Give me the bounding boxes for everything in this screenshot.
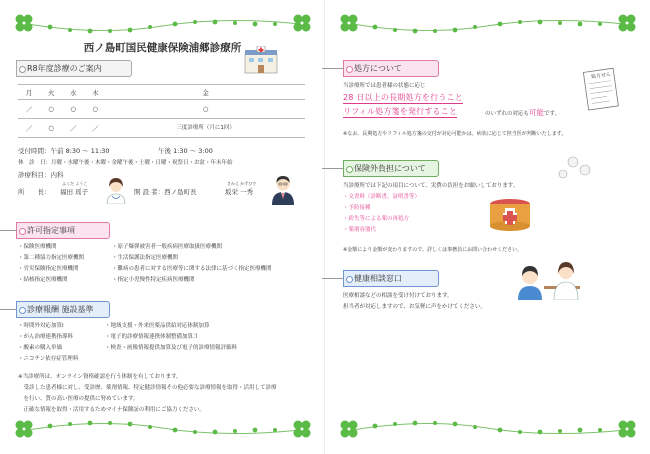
fee-item: ・時間外対応加算Ⅰ [18,323,64,329]
schedule-cell: ○ [40,119,62,138]
director-label: 所 長： [18,188,51,196]
schedule-header-row [18,85,305,100]
day-fri: 金 [106,85,305,100]
fee-item: ・酸素の購入単価 [18,345,63,351]
permit-item: ・労災保険指定医療機関 [18,266,79,272]
schedule-cell: ／ [62,119,84,138]
hours-pm: 午後 1:30 ～ 3:00 [158,147,213,155]
permit-item: ・原子爆弾被害者一般疾病医療取扱医療機関 [112,244,223,250]
right-page [325,0,650,454]
permit-item: ・生活保護法指定医療機関 [112,255,179,261]
rx-tail-emphasis: 可能 [529,108,545,117]
note-line: を行い、質の高い医療の提供に努めています。 [18,396,139,402]
cost-item: ・薬剤容器代 [343,227,377,233]
rx-heading: 処方について [343,60,439,77]
rx-highlight-2: リフィル処方箋を発行すること [343,107,458,116]
rx-tail-suffix: です。 [544,111,561,117]
rx-tail [485,108,560,119]
schedule-cell: ○ [40,100,62,119]
prescription-pad-label: 処方せん [590,71,612,81]
permit-item: ・指定小児慢性特定疾病医療機関 [112,277,195,283]
schedule-cell: ○ [62,100,84,119]
schedule-cell: ／ [84,119,106,138]
note-line: ※当診療所は、オンライン資格確認を行う体制を有しております。 [18,374,182,380]
cost-note: ※金額により金額が変わりますので、詳しくは事務員にお問い合わせください。 [343,247,523,253]
permit-item: ・難病の患者に対する医療等に関する法律に基づく指定医療機関 [112,266,272,272]
pills-icon [555,152,605,186]
fee-item: ・検査・画像情報提供加算及び電子的診療情報評価料 [105,345,238,351]
permit-item: ・結核指定医療機関 [18,277,68,283]
fee-item: ・地域支援・外来医薬品供給対応体制加算 [105,323,210,329]
fee-item: ・がん治療連携指導料 [18,334,74,340]
cost-lead: 当診療所では下記の項目について、実費の負担をお願いしております。 [343,183,519,189]
schedule-table [18,84,305,138]
schedule-row-pm [18,119,305,138]
founder-name: 坂栄 一秀 [225,188,254,196]
founder-ruby: さかえ かずひで [227,181,257,186]
clover-garland-top-right [335,6,640,40]
schedule-cell: ／ [18,119,40,138]
fee-heading: 診療報酬 施設基準 [16,301,110,318]
director-name: 福田 瑶子 [60,188,89,196]
permit-item: ・保険医療機関 [18,244,57,250]
consult-line: 担当者が対応しますので、お気軽に声をかけてください。 [343,304,486,310]
day-mon: 月 [18,85,40,100]
note-line: 受診した患者様に対し、受診歴、薬剤情報、特定健診情報その他必要な診療情報を取得・活用して診療 [18,385,277,391]
hours-am: 受付時間：午前 8:30 ～ 11:30 [18,147,110,155]
founder-label: 開 設 者：西ノ島町長 [134,188,197,196]
clover-garland-top-left [10,6,315,40]
departments: 診療科目：内科 [18,171,64,179]
fee-item: ・電子的診療情報連携体制整備加算３ [105,334,199,340]
first-aid-kit-icon [483,196,537,236]
clinic-building-icon [243,46,279,78]
rx-note: ※なお、長期処方やリフィル処方箋の交付が対応可能かは、病状に応じて担当医が判断いたします。 [343,131,567,137]
schedule-cell: ／ [18,100,40,119]
closed-days: 休 診 日：月曜・水曜午後・木曜・金曜午後・土曜・日曜・祝祭日・お盆・年末年始 [18,160,233,166]
clover-garland-bottom-left [10,412,315,446]
rx-tail-prefix: のいずれの対応も [485,111,530,117]
prescription-pad-icon [582,66,622,118]
director-ruby: ふくだ ようこ [62,181,88,186]
schedule-heading: R8年度診療のご案内 [16,60,132,77]
consult-heading: 健康相談窓口 [343,270,439,287]
day-tue: 火 [40,85,62,100]
clover-garland-bottom-right [335,412,640,446]
day-wed: 水 [62,85,84,100]
rx-lead: 当診療所では患者様の状態に応じ [343,83,426,89]
schedule-cell: ○ [106,100,305,119]
female-doctor-icon [104,176,128,208]
consultation-scene-icon [510,250,585,304]
note-line: 正確な情報を取得・活用するためマイナ保険証の利用にご協力ください。 [18,407,205,413]
cost-item: ・予防接種 [343,205,371,211]
permit-item: ・第二種協力指定医療機関 [18,255,85,261]
cost-item: ・紛失等による薬の再処方 [343,216,410,222]
fee-item: ・ニコチン依存症管理料 [18,356,79,362]
schedule-row-am [18,100,305,119]
cost-heading: 保険外負担について [343,160,439,177]
day-thu: 木 [84,85,106,100]
rx-highlight-1: 28 日以上の長期処方を行うこと [343,93,463,102]
mayor-icon [270,173,296,209]
consult-line: 医療相談などの相談を受け付けております。 [343,293,453,299]
clinic-title: 西ノ島町国民健康保険浦郷診療所 [83,42,242,54]
schedule-cell-note: 三度診療所（月に1回） [106,119,305,138]
permit-heading: 許可指定事項 [16,222,110,239]
schedule-cell: ○ [84,100,106,119]
cost-item: ・文書料（診断書、証明書等） [343,194,421,200]
